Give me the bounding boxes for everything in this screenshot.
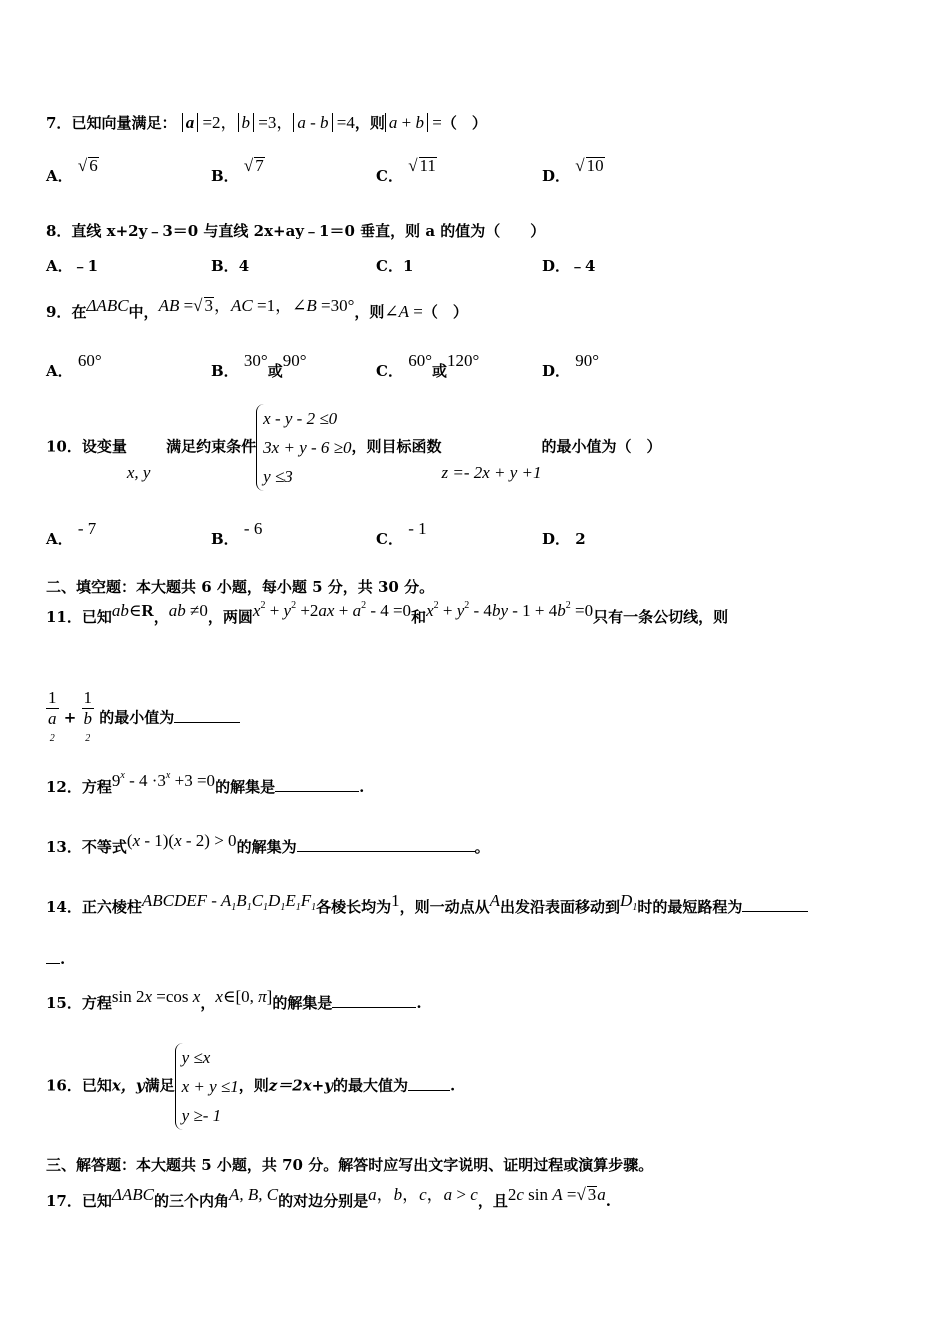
q9-stem: 9．在ΔABC中，AB =√ 3，AC =1，∠B =30°，则∠A =（ ） — [46, 296, 468, 321]
q15-stem: 15．方程sin 2x =cos x，x∈[0, π]的解集是 . — [46, 987, 422, 1012]
q9-option-a: A． 60° — [46, 351, 102, 380]
q16-constraints: y ≤x x + y ≤1 y ≥- 1 — [175, 1043, 239, 1130]
q15-answer-blank[interactable] — [332, 1007, 416, 1008]
q10-option-b: B． - 6 — [211, 519, 263, 548]
q10-stem: 10．设变量x, y 满足约束条件 x - y - 2 ≤0 3x + y - 6 ≥0 y ≤3 ，则目标函数z =- 2x + y +1的最小值为（ ） — [46, 404, 662, 491]
q8-option-a: A．﹣1 — [46, 257, 99, 275]
section-2-heading: 二、填空题：本大题共 6 小题，每小题 5 分，共 30 分。 — [46, 578, 435, 596]
q8-option-d: D．﹣4 — [542, 257, 596, 275]
q16-stem: 16．已知x，y满足 y ≤x x + y ≤1 y ≥- 1 ，则z＝2x+y的最大值为 . — [46, 1043, 455, 1130]
q10-option-a: A． - 7 — [46, 519, 97, 548]
q14-tail: . — [46, 950, 65, 968]
q11-stem: 11．已知ab∈R，ab ≠0，两圆$x^2 + y^2 +2ax + a^2 - 4 =0$和$x^2 + y^2 - 4by - 1 + 4b^2 =0$只有一条公切线，则 — [46, 600, 729, 626]
q11-answer-blank[interactable] — [174, 722, 240, 723]
q10-constraints: x - y - 2 ≤0 3x + y - 6 ≥0 y ≤3 — [256, 404, 351, 491]
q10-option-c: C． - 1 — [376, 519, 427, 548]
q9-option-b: B． 30°或90° — [211, 351, 307, 380]
q7-option-c: C． √ 11 — [376, 156, 436, 185]
q7-option-a: A． √ 6 — [46, 156, 98, 185]
q7-option-b: B． √ 7 — [211, 156, 264, 185]
q12-answer-blank[interactable] — [275, 791, 359, 792]
q9-option-d: D． 90° — [542, 351, 600, 380]
q7-option-d: D． √ 10 — [542, 156, 604, 185]
q16-answer-blank[interactable] — [408, 1090, 450, 1091]
q17-stem: 17．已知ΔABC的三个内角A, B, C的对边分别是a，b，c，a > c，且2c sin A =√ 3a. — [46, 1185, 612, 1210]
q14-answer-blank[interactable] — [742, 911, 808, 912]
q9-option-c: C． 60°或120° — [376, 351, 480, 380]
q13-answer-blank[interactable] — [297, 851, 475, 852]
q10-option-d: D． 2 — [542, 530, 586, 548]
q8-option-c: C．1 — [376, 257, 414, 275]
q14-stem: 14．正六棱柱ABCDEF - $A_1B_1C_1D_1E_1F_1$各棱长均为1，则一动点从A出发沿表面移动到$D_1$时的最短路程为 — [46, 896, 808, 919]
q13-stem: 13．不等式(x - 1)(x - 2) > 0的解集为 。 — [46, 831, 490, 856]
q12-stem: 12．方程$9^x - 4 \cdot 3^x +3 =0$的解集是 . — [46, 770, 365, 796]
q8-option-b: B．4 — [211, 257, 250, 275]
section-3-heading: 三、解答题：本大题共 5 小题，共 70 分。解答时应写出文字说明、证明过程或演算步骤。 — [46, 1156, 654, 1174]
q11-tail: 1 a 2 + 1 b 2 的最小值为 — [46, 688, 240, 749]
q8-stem: 8．直线 x+2y﹣3＝0 与直线 2x+ay﹣1＝0 垂直，则 a 的值为（ ） — [46, 222, 546, 240]
q7-stem: 7．已知向量满足： a =2， b =3， a - b =4，则 a + b =（ ） — [46, 113, 487, 132]
q7-math: a =2， b =3， a - b =4 — [182, 113, 355, 132]
